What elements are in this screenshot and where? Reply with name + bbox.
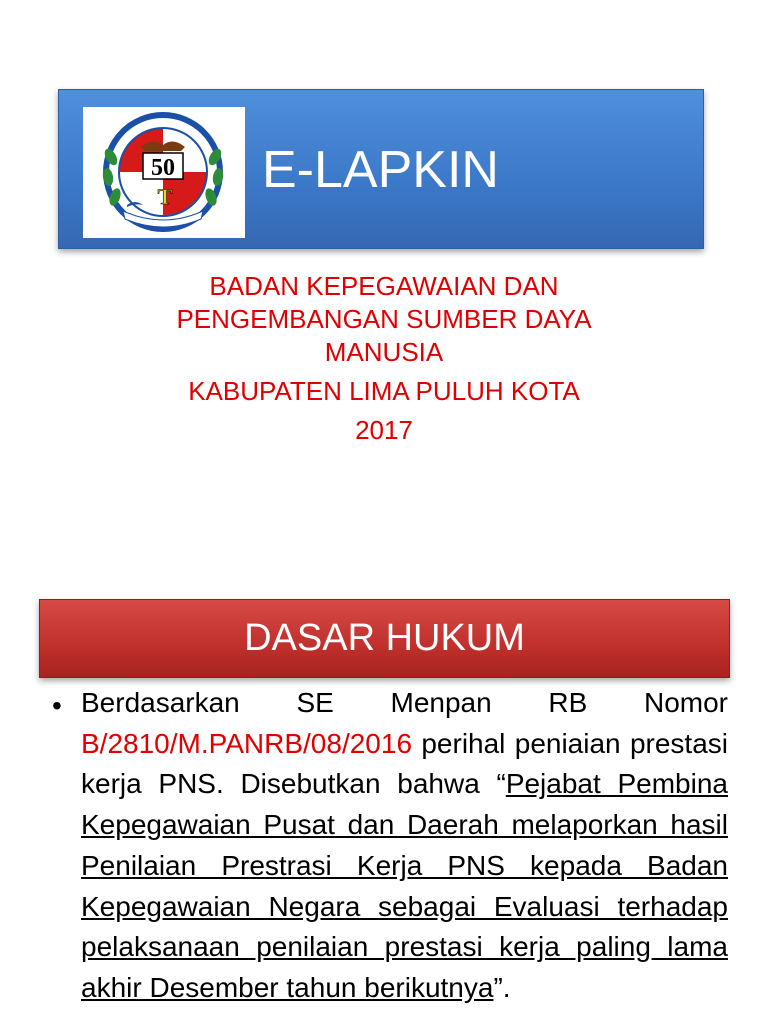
org-line: BADAN KEPEGAWAIAN DAN xyxy=(209,271,559,301)
quoted-regulation: Pejabat Pembina Kepegawaian Pusat dan Daerah melaporkan hasil Penilaian Prestrasi Kerja PNS kepada Badan Kepegawaian Negara sebagai Evaluasi terhadap pelaksanaan penilaian prestasi kerja paling lama akhir Desember tahun berikutnya xyxy=(81,768,728,1003)
regency-emblem-icon xyxy=(83,107,245,238)
section-header xyxy=(39,599,730,678)
title-banner xyxy=(58,89,704,249)
bullet-marker: • xyxy=(52,690,62,721)
org-line: PENGEMBANGAN SUMBER DAYA xyxy=(176,304,592,334)
svg-text:50: 50 xyxy=(151,155,175,181)
org-regency-line: KABUPATEN LIMA PULUH KOTA xyxy=(188,376,580,406)
legal-basis-paragraph xyxy=(81,683,728,1009)
paragraph-end: ”. xyxy=(493,971,511,1003)
app-title: E-LAPKIN xyxy=(262,141,499,199)
paragraph-intro: Berdasarkan SE Menpan RB Nomor xyxy=(81,687,728,718)
paragraph-middle: perihal peniaian prestasi kerja PNS. Disebutkan bahwa “ xyxy=(81,727,728,800)
circular-reference-number: B/2810/M.PANRB/08/2016 xyxy=(81,727,413,759)
section-title: DASAR HUKUM xyxy=(244,617,525,659)
org-year: 2017 xyxy=(355,415,413,445)
regency-logo xyxy=(83,107,245,238)
organization-block xyxy=(90,270,678,447)
org-line: MANUSIA xyxy=(324,337,444,367)
svg-text:T: T xyxy=(157,184,173,209)
